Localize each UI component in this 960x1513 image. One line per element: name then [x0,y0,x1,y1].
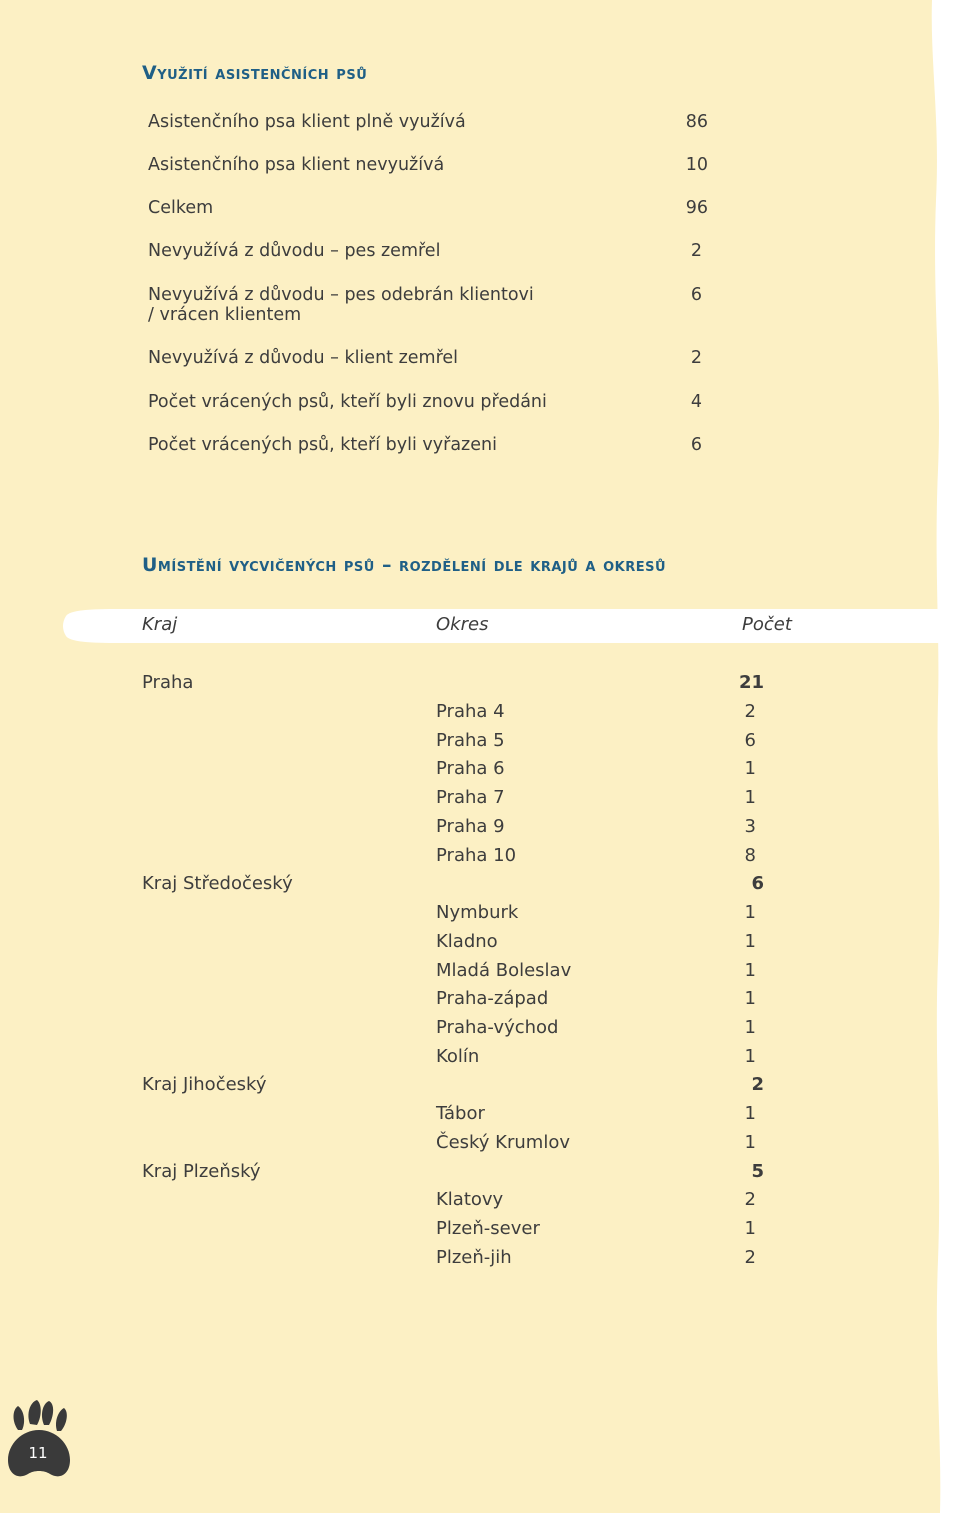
table-row [0,784,960,812]
column-header-pocet: Počet [742,614,792,635]
table-row [0,1186,960,1214]
table-row [0,842,960,870]
usage-label: Celkem [148,198,214,218]
okres-cell: Praha 6 [436,758,505,779]
usage-section-title: Využití asistenčních psů [142,62,368,84]
count-cell: 2 [744,1247,756,1268]
page-number: 11 [28,1444,48,1462]
okres-cell: Český Krumlov [436,1132,570,1153]
count-cell: 1 [744,902,756,923]
okres-cell: Plzeň-sever [436,1218,540,1239]
okres-cell: Nymburk [436,902,519,923]
okres-cell: Praha 7 [436,787,505,808]
usage-label: Nevyužívá z důvodu – klient zemřel [148,348,459,368]
usage-label: Nevyužívá z důvodu – pes odebrán klientovi [148,285,534,305]
okres-cell: Klatovy [436,1189,504,1210]
okres-cell: Praha 10 [436,845,517,866]
table-row-kraj [0,870,960,898]
count-cell: 1 [744,1103,756,1124]
okres-cell: Praha 5 [436,730,505,751]
table-row [0,1244,960,1272]
table-row-kraj [0,669,960,697]
count-cell: 1 [744,1218,756,1239]
kraj-cell: Kraj Jihočeský [142,1074,267,1095]
okres-cell: Mladá Boleslav [436,960,572,981]
table-row [0,727,960,755]
usage-value: 2 [690,241,702,261]
count-cell: 1 [744,1132,756,1153]
okres-cell: Praha 9 [436,816,505,837]
kraj-cell: Kraj Plzeňský [142,1161,261,1182]
table-row [0,698,960,726]
column-header-kraj: Kraj [142,614,178,635]
table-row [0,985,960,1013]
table-row [0,957,960,985]
okres-cell: Plzeň-jih [436,1247,512,1268]
usage-value: 2 [690,348,702,368]
okres-cell: Tábor [436,1103,485,1124]
usage-label: Nevyužívá z důvodu – pes zemřel [148,241,441,261]
table-row [0,813,960,841]
usage-value: 4 [690,392,702,412]
usage-value: 6 [690,435,702,455]
column-header-okres: Okres [436,614,489,635]
table-row [0,928,960,956]
count-cell: 6 [744,730,756,751]
table-row [0,1129,960,1157]
table-row [0,1215,960,1243]
usage-value: 96 [685,198,708,218]
count-cell: 1 [744,787,756,808]
count-cell: 21 [738,672,764,693]
table-row-kraj [0,1071,960,1099]
kraj-cell: Kraj Středočeský [142,873,293,894]
count-cell: 1 [744,931,756,952]
usage-value: 6 [690,285,702,305]
table-row [0,755,960,783]
okres-cell: Praha-východ [436,1017,559,1038]
usage-value: 86 [685,112,708,132]
count-cell: 8 [744,845,756,866]
table-row [0,1100,960,1128]
usage-value: 10 [685,155,708,175]
table-row [0,1014,960,1042]
usage-label: Asistenčního psa klient nevyužívá [148,155,445,175]
count-cell: 3 [744,816,756,837]
okres-cell: Praha-západ [436,988,549,1009]
count-cell: 2 [744,1189,756,1210]
distribution-section-title: Umístění vycvičených psů – rozdělení dle krajů a okresů [142,554,667,576]
usage-label: Asistenčního psa klient plně využívá [148,112,466,132]
table-row [0,899,960,927]
paw-print-icon [4,1400,74,1480]
count-cell: 2 [751,1074,764,1095]
usage-label: Počet vrácených psů, kteří byli znovu předáni [148,392,547,412]
count-cell: 6 [751,873,764,894]
table-row-kraj [0,1158,960,1186]
usage-label: Počet vrácených psů, kteří byli vyřazeni [148,435,497,455]
kraj-cell: Praha [142,672,194,693]
table-row [0,1043,960,1071]
count-cell: 1 [744,758,756,779]
okres-cell: Kladno [436,931,498,952]
okres-cell: Kolín [436,1046,480,1067]
count-cell: 2 [744,701,756,722]
count-cell: 1 [744,960,756,981]
count-cell: 1 [744,1046,756,1067]
count-cell: 1 [744,988,756,1009]
okres-cell: Praha 4 [436,701,505,722]
count-cell: 1 [744,1017,756,1038]
count-cell: 5 [751,1161,764,1182]
usage-label: / vrácen klientem [148,305,302,325]
